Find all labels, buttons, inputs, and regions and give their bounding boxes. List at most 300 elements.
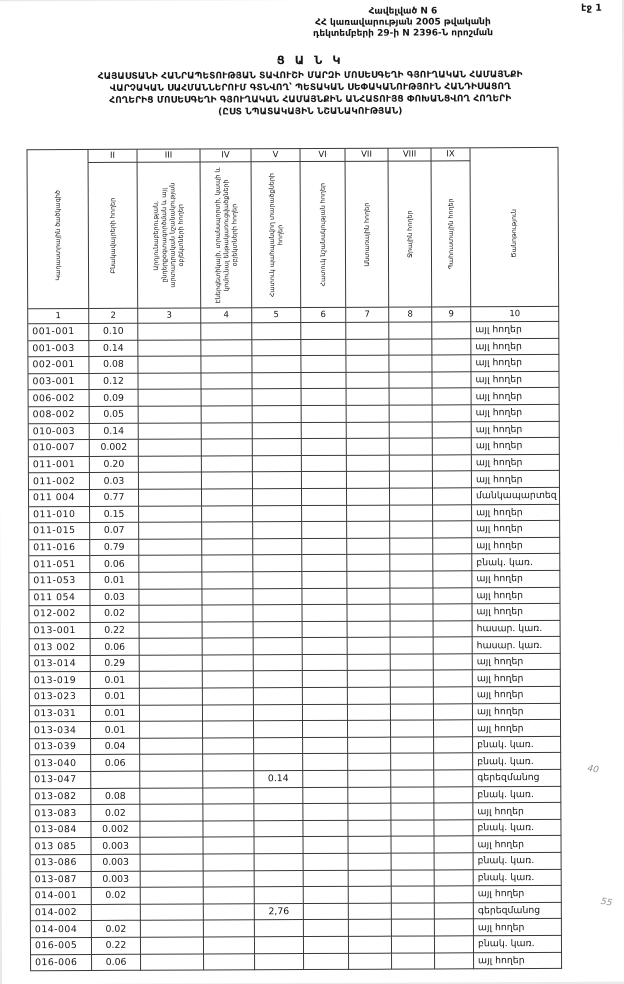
roman-numeral-cell: V [252,149,301,162]
cell-c3 [138,323,201,340]
cell-c9 [433,588,472,605]
cell-c4 [203,688,254,705]
cell-c5 [254,721,303,738]
cell-c7 [347,522,390,539]
cell-c6 [303,655,348,672]
cell-c8 [391,654,434,671]
cell-c5 [253,589,302,606]
cell-c6 [301,356,346,373]
land-parcels-table [27,147,563,971]
cell-c6 [303,671,348,688]
column-number-cell: 4 [201,308,252,323]
cell-note: այլ հողեր [471,322,559,339]
cell-c8 [389,339,432,356]
cell-c8 [391,671,434,688]
cell-note: գերեզմանոց [474,903,562,920]
cell-c9 [435,837,474,854]
column-header-cell [252,162,302,308]
cell-c3 [140,788,203,805]
column-header-label: Հատուկ նշանակության հողեր [318,182,327,287]
cell-c9 [434,687,473,704]
column-header-cell [28,163,90,309]
cell-c5: 0.14 [254,771,303,788]
column-header-cell [389,161,433,307]
cell-c6 [302,555,347,572]
cell-c7 [347,588,390,605]
column-header-cell [201,162,253,308]
cell-c2: 0.01 [90,573,139,590]
cell-c5 [253,439,302,456]
cell-c4 [203,755,254,772]
cell-c6 [302,472,347,489]
cell-c2: 0.003 [92,871,141,888]
roman-numeral-cell: VIII [389,148,432,161]
cell-c8 [390,472,433,489]
cell-c3 [141,937,204,954]
cell-c4 [203,788,254,805]
document-subtitle [0,69,622,120]
cell-c3 [140,821,203,838]
cell-note: այլ հողեր [472,421,560,438]
cell-note: այլ հողեր [472,438,560,455]
cell-c8 [389,356,432,373]
cell-c9 [435,920,474,937]
cell-c6 [304,870,349,887]
cell-c3 [141,838,204,855]
cell-code: 011-010 [29,506,90,523]
cell-c2: 0.20 [90,457,139,474]
cell-c8 [391,704,434,721]
cell-c4 [203,771,254,788]
cell-c7 [349,870,392,887]
cell-c2: 0.08 [89,357,138,374]
cell-c4 [202,506,253,523]
cell-c6 [301,323,346,340]
cell-c6 [302,439,347,456]
column-header-cell [471,161,560,307]
cell-code: 013-047 [30,772,91,789]
column-header-label: Արդյունաբերության, ընդերքօգտագործման և այլ արտադրական նշանակության օբյեկտների հողեր [152,182,186,288]
cell-c3 [139,606,202,623]
cell-c4 [202,406,253,423]
cell-c2: 0.12 [89,374,138,391]
cell-c9 [432,372,471,389]
cell-c5 [254,754,303,771]
cell-c5 [254,804,303,821]
cell-c5 [253,456,302,473]
cell-c2: 0.01 [91,705,140,722]
cell-c5 [255,937,304,954]
cell-c2 [91,772,140,789]
cell-c2: 0.05 [90,407,139,424]
cell-c4 [204,904,255,921]
cell-c9 [434,704,473,721]
cell-c9 [435,870,474,887]
cell-c8 [390,389,433,406]
cell-c4 [201,323,252,340]
cell-c4 [202,489,253,506]
cell-c2: 0.02 [91,805,140,822]
cell-c3 [141,921,204,938]
cell-c9 [434,654,473,671]
cell-c3 [139,589,202,606]
cell-c7 [347,439,390,456]
cell-note: այլ հողեր [472,504,560,521]
cell-c7 [347,472,390,489]
cell-code: 016-005 [31,938,92,955]
annex-line: Հավելված N 6 [368,6,438,17]
cell-c7 [346,339,389,356]
cell-c2: 0.15 [90,506,139,523]
cell-note: այլ հողեր [474,836,562,853]
column-header-cell [89,163,139,309]
cell-c3 [138,357,201,374]
cell-c8 [390,571,433,588]
cell-c3 [140,689,203,706]
cell-c8 [391,721,434,738]
column-header-cell [346,162,390,308]
cell-c2: 0.08 [91,788,140,805]
cell-c5 [253,489,302,506]
cell-code: 010-003 [29,424,90,441]
column-header-cell [301,162,347,308]
cell-c4 [202,556,253,573]
cell-c7 [348,804,391,821]
cell-code: 016-006 [31,955,92,972]
cell-c2: 0.79 [90,539,139,556]
column-header-label: Բնակավայրերի հողեր [108,197,117,274]
cell-c5 [254,738,303,755]
cell-c8 [390,422,433,439]
cell-c6 [303,705,348,722]
column-header-label: Պահուստային հողեր [446,198,455,270]
cell-c2: 0.01 [91,689,140,706]
cell-c2: 0.01 [91,722,140,739]
cell-c3 [140,705,203,722]
cell-c4 [201,373,252,390]
cell-code: 014-001 [31,888,92,905]
cell-note: այլ հողեր [474,886,562,903]
cell-c4 [201,356,252,373]
cell-c7 [348,671,391,688]
cell-c3 [139,440,202,457]
cell-c5 [252,323,301,340]
cell-c9 [434,737,473,754]
cell-c5 [255,871,304,888]
column-header-label: Հատուկ պահպանվող տարածքների հողեր [267,172,284,297]
cell-c9 [433,405,472,422]
cell-c3 [139,456,202,473]
cell-c7 [347,505,390,522]
cell-c5 [253,572,302,589]
cell-c6 [302,406,347,423]
cell-c2: 0.06 [91,755,140,772]
column-header-label: Կադաստրային ծածկագիծ [53,190,62,281]
cell-c5 [252,356,301,373]
cell-c4 [201,340,252,357]
cell-c3 [139,506,202,523]
cell-c9 [435,903,474,920]
cell-c2: 0.29 [91,656,140,673]
cell-c2: 0.03 [90,473,139,490]
column-number-cell: 5 [252,308,301,323]
cell-c5 [255,954,304,971]
cell-c5 [253,522,302,539]
cell-c2 [92,905,141,922]
cell-c2: 0.06 [92,954,141,971]
cell-c9 [434,638,473,655]
cell-note: այլ հողեր [472,571,560,588]
roman-numeral-cell: III [138,149,201,162]
column-number-cell: 2 [89,309,138,324]
cell-c8 [391,688,434,705]
cell-c9 [433,438,472,455]
cell-c6 [302,505,347,522]
cell-c7 [347,555,390,572]
cell-c4 [202,473,253,490]
cell-c2: 0.02 [92,921,141,938]
cell-c2: 0.002 [91,822,140,839]
column-number-cell: 10 [471,307,559,322]
cell-note: այլ հողեր [474,952,562,969]
cell-note: այլ հողեր [472,521,560,538]
cell-c6 [303,821,348,838]
cell-c6 [302,522,347,539]
cell-c4 [203,738,254,755]
cell-c3 [140,639,203,656]
cell-c7 [346,356,389,373]
cell-c8 [391,737,434,754]
cell-c9 [434,770,473,787]
cell-c4 [204,871,255,888]
cell-c3 [139,406,202,423]
cell-code: 013 002 [30,639,91,656]
cell-c5 [253,406,302,423]
cell-c4 [202,522,253,539]
cell-note: բնակ. կառ. [474,936,562,953]
cell-c9 [432,355,471,372]
cell-c6 [302,539,347,556]
cell-c7 [346,372,389,389]
table-body [28,322,562,971]
cell-c6 [303,638,348,655]
cell-c9 [434,621,473,638]
cell-c8 [392,837,435,854]
cell-c7 [347,455,390,472]
cell-c4 [203,672,254,689]
cell-c7 [349,837,392,854]
cell-code: 011-015 [29,523,90,540]
cell-code: 010-007 [29,440,90,457]
cell-c2: 0.003 [92,838,141,855]
cell-c9 [434,671,473,688]
cell-c9 [433,604,472,621]
cell-c3 [139,556,202,573]
cell-note: բնակ. կառ. [473,820,561,837]
cell-c6 [303,688,348,705]
cell-c8 [391,787,434,804]
cell-c9 [434,721,473,738]
cell-c7 [347,422,390,439]
cell-c7 [349,953,392,970]
cell-c8 [391,621,434,638]
cell-c6 [302,389,347,406]
cell-note: այլ հողեր [471,372,559,389]
cell-c3 [140,755,203,772]
cell-code: 013-040 [30,755,91,772]
subtitle-line: ՀԱՅԱՍՏԱՆԻ ՀԱՆՐԱՊԵՏՈՒԹՅԱՆ ՏԱՎՈՒՇԻ ՄԱՐԶԻ ՄՈՍԵՍԳԵՂԻ ԳՅՈՒՂԱԿԱՆ ՀԱՄԱՅՆՔԻ [97,70,523,82]
cell-c2: 0.04 [91,739,140,756]
cell-c9 [434,804,473,821]
cell-c9 [433,505,472,522]
cell-c4 [204,838,255,855]
cell-c6 [302,456,347,473]
column-header-cell [432,161,472,307]
cell-c2: 0.002 [90,440,139,457]
cell-c6 [303,771,348,788]
cell-c2: 0.06 [91,639,140,656]
cell-c3 [139,489,202,506]
cell-note: հասար. կառ. [473,637,561,654]
cell-c7 [347,572,390,589]
cell-c5 [253,423,302,440]
cell-c9 [433,538,472,555]
cell-code: 012-002 [29,606,90,623]
cell-c7 [348,721,391,738]
cell-c2: 0.02 [92,888,141,905]
cell-code: 011-002 [29,473,90,490]
cell-c2: 0.01 [91,672,140,689]
cell-c3 [138,373,201,390]
cell-code: 011-051 [29,556,90,573]
page-number-label: էջ 1 [581,2,602,14]
cell-c7 [348,787,391,804]
cell-c3 [140,672,203,689]
cell-c2: 0.07 [90,523,139,540]
cell-note: բնակ. կառ. [473,787,561,804]
cell-c4 [203,804,254,821]
cell-c5 [254,672,303,689]
margin-annotation: 40 [586,763,600,776]
cell-c7 [349,903,392,920]
cell-c7 [347,489,390,506]
cell-c7 [349,937,392,954]
cell-c8 [392,870,435,887]
cell-c6 [303,622,348,639]
column-header-row [28,161,560,309]
cell-c8 [392,853,435,870]
cell-c5 [255,837,304,854]
cell-note: այլ հողեր [472,604,560,621]
cell-c6 [304,953,349,970]
cell-c5 [255,920,304,937]
cell-c5 [253,555,302,572]
cell-code: 001-003 [28,341,89,358]
column-header-label: Ծանոթություն [510,209,519,258]
cell-c3 [139,523,202,540]
cell-note: բնակ. կառ. [473,737,561,754]
cell-c4 [204,954,255,971]
cell-c8 [391,804,434,821]
cell-c2: 0.02 [90,606,139,623]
cell-c5: 2,76 [255,904,304,921]
cell-c7 [348,704,391,721]
cell-c9 [432,339,471,356]
subtitle-line: (ԸՍՏ ՆՊԱՏԱԿԱՅԻՆ ՆՇԱՆԱԿՈՒԹՅԱՆ) [218,106,403,118]
cell-c9 [434,820,473,837]
column-number-cell: 8 [389,307,432,322]
cell-code: 013-039 [30,739,91,756]
cell-note: այլ հողեր [473,720,561,737]
cell-code: 013-031 [30,706,91,723]
cell-c9 [433,555,472,572]
cell-c5 [254,655,303,672]
cell-c7 [349,920,392,937]
roman-numeral-cell: IX [432,148,471,161]
cell-c5 [253,389,302,406]
cell-c5 [253,605,302,622]
cell-code: 013-019 [30,672,91,689]
column-number-cell: 1 [28,309,89,324]
cell-c6 [302,605,347,622]
cell-note: այլ հողեր [474,919,562,936]
cell-note: բնակ. կառ. [472,554,560,571]
cell-c9 [433,571,472,588]
cell-c3 [141,954,204,971]
cell-c5 [252,373,301,390]
cell-c8 [390,538,433,555]
cell-c5 [254,821,303,838]
cell-code: 013-014 [30,656,91,673]
cell-c2: 0.09 [90,390,139,407]
cell-note: այլ հողեր [473,704,561,721]
cell-code: 011-016 [29,540,90,557]
cell-c9 [433,472,472,489]
cell-c6 [302,588,347,605]
column-number-cell: 3 [138,308,201,323]
cell-c2: 0.22 [91,622,140,639]
annex-line: դեկտեմբերի 29-ի N 2396-Ն որոշման [312,28,494,39]
cell-c4 [202,589,253,606]
cell-c7 [348,820,391,837]
cell-c8 [390,488,433,505]
cell-c7 [349,887,392,904]
cell-c3 [139,572,202,589]
cell-c5 [255,854,304,871]
cell-code: 003-001 [28,374,89,391]
roman-numeral-cell: VII [346,149,389,162]
cell-c5 [254,705,303,722]
cell-code: 011 054 [29,589,90,606]
cell-c3 [139,539,202,556]
table-row [31,952,562,971]
cell-c6 [304,937,349,954]
cell-c3 [140,655,203,672]
cell-c2: 0.06 [90,556,139,573]
cell-note: այլ հողեր [472,455,560,472]
cell-code: 011-001 [29,457,90,474]
cell-code: 014-004 [31,921,92,938]
cell-c4 [203,722,254,739]
cell-c9 [435,886,474,903]
cell-c9 [435,936,474,953]
cell-note: գերեզմանոց [473,770,561,787]
cell-note: բնակ. կառ. [473,753,561,770]
cell-code: 013-084 [30,822,91,839]
cell-c7 [346,323,389,340]
cell-c9 [433,455,472,472]
cell-c9 [435,853,474,870]
